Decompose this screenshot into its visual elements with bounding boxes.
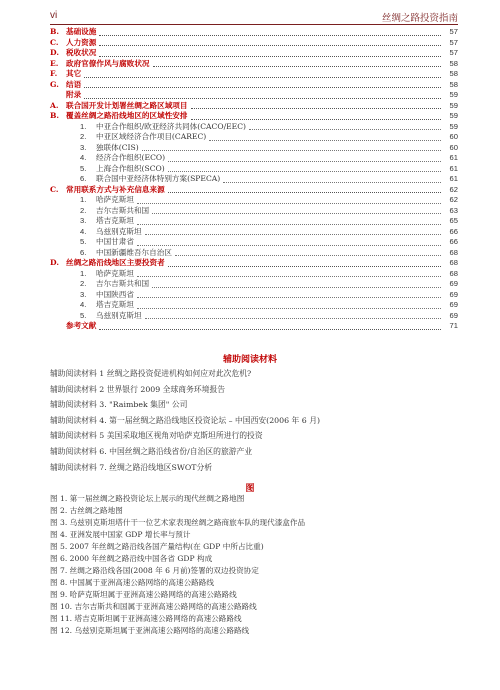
toc-leader bbox=[99, 45, 441, 46]
toc-page-number: 69 bbox=[449, 289, 458, 299]
toc-page-number: 58 bbox=[449, 79, 458, 89]
toc-label: 中国新疆维吾尔自治区 bbox=[96, 247, 172, 257]
toc-entry[interactable] bbox=[50, 132, 458, 143]
toc-entry[interactable] bbox=[50, 185, 458, 196]
toc-label: 哈萨克斯坦 bbox=[96, 268, 134, 278]
toc-label: 附录 bbox=[66, 90, 82, 99]
toc-label: 中亚合作组织/欧亚经济共同体(CACO/EEC) bbox=[96, 121, 246, 131]
toc-leader bbox=[137, 308, 441, 309]
toc-leader bbox=[168, 192, 441, 193]
toc-label: 参考文献 bbox=[66, 321, 97, 330]
toc-marker: D. bbox=[50, 48, 59, 57]
toc-page-number: 57 bbox=[449, 27, 458, 36]
toc-label: 上海合作组织(SCO) bbox=[96, 163, 165, 173]
toc-leader bbox=[84, 87, 441, 88]
toc-entry[interactable] bbox=[50, 279, 458, 290]
toc-page-number: 59 bbox=[449, 100, 458, 110]
toc-entry[interactable] bbox=[50, 206, 458, 217]
toc-page-number: 69 bbox=[449, 279, 458, 288]
figure-item[interactable]: 图 7. 丝绸之路沿线各国(2008 年 6 月前)签署的双边投资协定 bbox=[50, 566, 259, 575]
toc-entry[interactable] bbox=[50, 216, 458, 227]
toc-page-number: 61 bbox=[449, 163, 458, 173]
toc-page-number: 68 bbox=[449, 268, 458, 278]
toc-page-number: 66 bbox=[449, 226, 458, 236]
toc-leader bbox=[209, 140, 441, 141]
toc-page-number: 69 bbox=[449, 310, 458, 320]
toc-entry[interactable] bbox=[50, 269, 458, 280]
toc-marker: 1. bbox=[80, 195, 87, 204]
toc-leader bbox=[142, 150, 441, 151]
toc-label: 中国甘肃省 bbox=[96, 237, 134, 246]
toc-entry[interactable] bbox=[50, 290, 458, 301]
toc-label: 吉尔吉斯共和国 bbox=[96, 205, 150, 215]
toc-leader bbox=[175, 255, 441, 256]
figure-item[interactable]: 图 12. 乌兹别克斯坦属于亚洲高速公路网络的高速公路路线 bbox=[50, 626, 250, 635]
toc-marker: 3. bbox=[80, 289, 87, 299]
toc-entry[interactable] bbox=[50, 48, 458, 59]
toc-leader bbox=[137, 203, 441, 204]
toc-label: 中国陕西省 bbox=[96, 289, 134, 299]
toc-page-number: 62 bbox=[449, 184, 458, 194]
toc-label: 哈萨克斯坦 bbox=[96, 195, 134, 204]
supplementary-item[interactable]: 辅助阅读材料 1 丝绸之路投资促进机构如何应对此次危机? bbox=[50, 369, 252, 378]
toc-marker: G. bbox=[50, 79, 59, 89]
figure-item[interactable]: 图 4. 亚洲发展中国家 GDP 增长率与预计 bbox=[50, 530, 191, 539]
toc-label: 联合国中亚经济体特别方案(SPECA) bbox=[96, 174, 221, 183]
figure-item[interactable]: 图 3. 乌兹别克斯坦塔什干一位艺术家表现丝绸之路商旅车队的现代漆盒作品 bbox=[50, 518, 306, 527]
figure-item[interactable]: 图 8. 中国属于亚洲高速公路网络的高速公路路线 bbox=[50, 578, 214, 587]
toc-entry[interactable] bbox=[50, 321, 458, 332]
toc-label: 税收状况 bbox=[66, 48, 97, 57]
toc-marker: E. bbox=[50, 58, 59, 68]
toc-leader bbox=[99, 56, 441, 57]
toc-entry[interactable] bbox=[50, 38, 458, 49]
toc-marker: 4. bbox=[80, 226, 87, 236]
toc-label: 经济合作组织(ECO) bbox=[96, 153, 166, 162]
toc-marker: 6. bbox=[80, 247, 87, 257]
toc-page-number: 60 bbox=[449, 142, 458, 152]
toc-label: 其它 bbox=[66, 69, 82, 78]
toc-leader bbox=[145, 318, 441, 319]
figure-item[interactable]: 图 5. 2007 年丝绸之路沿线各国产量结构(在 GDP 中所占比重) bbox=[50, 542, 264, 551]
toc-page-number: 57 bbox=[449, 37, 458, 47]
toc-leader bbox=[145, 234, 441, 235]
toc-leader bbox=[152, 213, 441, 214]
toc-leader bbox=[168, 266, 441, 267]
toc-entry[interactable] bbox=[50, 311, 458, 322]
toc-label: 基础设施 bbox=[66, 27, 97, 36]
toc-page-number: 59 bbox=[449, 121, 458, 131]
toc-leader bbox=[84, 98, 441, 99]
supplementary-item[interactable]: 辅助阅读材料 5 美国采取地区视角对哈萨克斯坦所进行的投资 bbox=[50, 431, 263, 441]
toc-marker: F. bbox=[50, 69, 58, 78]
toc-label: 中亚区域经济合作项目(CAREC) bbox=[96, 132, 207, 141]
toc-marker: 5. bbox=[80, 237, 87, 246]
toc-leader bbox=[191, 119, 442, 120]
toc-page-number: 61 bbox=[449, 174, 458, 183]
toc-leader bbox=[137, 276, 441, 277]
toc-marker: D. bbox=[50, 258, 59, 267]
toc-label: 独联体(CIS) bbox=[96, 142, 139, 152]
page-header bbox=[50, 8, 458, 24]
toc-marker: 6. bbox=[80, 174, 87, 183]
toc-entry[interactable] bbox=[50, 111, 458, 122]
figure-item[interactable]: 图 10. 吉尔吉斯共和国属于亚洲高速公路网络的高速公路路线 bbox=[50, 602, 257, 611]
toc-label: 塔吉克斯坦 bbox=[96, 300, 134, 309]
toc-page-number: 62 bbox=[449, 195, 458, 204]
toc-entry[interactable] bbox=[50, 101, 458, 112]
toc-label: 乌兹别克斯坦 bbox=[96, 226, 142, 236]
toc-leader bbox=[84, 77, 441, 78]
toc-leader bbox=[137, 224, 441, 225]
figure-item[interactable]: 图 1. 第一届丝绸之路投资论坛上展示的现代丝绸之路地图 bbox=[50, 494, 245, 503]
supplementary-item[interactable]: 辅助阅读材料 2 世界银行 2009 全球商务环境报告 bbox=[50, 384, 226, 394]
toc-marker: B. bbox=[50, 27, 60, 36]
toc-leader bbox=[191, 108, 442, 109]
toc-marker: 2. bbox=[80, 132, 87, 141]
toc-marker: C. bbox=[50, 184, 59, 194]
toc-marker: B. bbox=[50, 111, 60, 120]
toc-entry[interactable] bbox=[50, 153, 458, 164]
toc-leader bbox=[99, 329, 441, 330]
toc-leader bbox=[223, 182, 441, 183]
header-rule bbox=[50, 24, 458, 25]
figure-item[interactable]: 图 11. 塔吉克斯坦属于亚洲高速公路网络的高速公路路线 bbox=[50, 614, 242, 623]
toc-entry[interactable] bbox=[50, 174, 458, 185]
toc-page-number: 65 bbox=[449, 216, 458, 225]
toc-page-number: 68 bbox=[449, 247, 458, 257]
toc-label: 人力资源 bbox=[66, 37, 97, 47]
toc-label: 结语 bbox=[66, 79, 82, 89]
toc-marker: C. bbox=[50, 37, 59, 47]
figures-title: 图 bbox=[245, 484, 255, 494]
toc-entry[interactable] bbox=[50, 69, 458, 80]
toc-entry[interactable] bbox=[50, 143, 458, 154]
toc-entry[interactable] bbox=[50, 258, 458, 269]
toc-leader bbox=[152, 287, 441, 288]
figures-list bbox=[50, 493, 458, 637]
toc-page-number: 69 bbox=[449, 300, 458, 309]
page-number: vi bbox=[50, 10, 58, 21]
toc-page-number: 68 bbox=[449, 258, 458, 267]
toc-page-number: 59 bbox=[449, 90, 458, 99]
figure-item[interactable]: 图 6. 2000 年丝绸之路沿线中国各省 GDP 构成 bbox=[50, 554, 213, 563]
toc-marker: 1. bbox=[80, 121, 87, 131]
supplementary-item[interactable]: 辅助阅读材料 4. 第一届丝绸之路沿线地区投资论坛 – 中国西安(2006 年 6 月) bbox=[50, 415, 321, 425]
toc-entry[interactable] bbox=[50, 122, 458, 133]
toc-page-number: 58 bbox=[449, 58, 458, 68]
table-of-contents bbox=[50, 27, 458, 332]
toc-leader bbox=[249, 129, 441, 130]
toc-entry[interactable] bbox=[50, 300, 458, 311]
toc-marker: A. bbox=[50, 100, 59, 110]
toc-page-number: 66 bbox=[449, 237, 458, 246]
toc-label: 吉尔吉斯共和国 bbox=[96, 279, 150, 288]
figure-item[interactable]: 图 2. 古丝绸之路地图 bbox=[50, 506, 123, 515]
toc-marker: 5. bbox=[80, 163, 87, 173]
toc-leader bbox=[99, 35, 441, 36]
running-title: 丝绸之路投资指南 bbox=[381, 13, 458, 24]
toc-entry[interactable] bbox=[50, 237, 458, 248]
toc-page-number: 59 bbox=[449, 111, 458, 120]
toc-page-number: 57 bbox=[449, 48, 458, 57]
supplementary-item[interactable]: 辅助阅读材料 7. 丝绸之路沿线地区SWOT分析 bbox=[50, 462, 213, 472]
toc-label: 政府官僚作风与腐败状况 bbox=[66, 58, 150, 68]
toc-marker: 4. bbox=[80, 153, 87, 162]
toc-entry[interactable] bbox=[50, 195, 458, 206]
toc-label: 常用联系方式与补充信息来源 bbox=[66, 184, 165, 194]
toc-label: 乌兹别克斯坦 bbox=[96, 310, 142, 320]
supplementary-item[interactable]: 辅助阅读材料 3. "Raimbek 集团" 公司 bbox=[50, 400, 188, 410]
toc-page-number: 60 bbox=[449, 132, 458, 141]
toc-marker: 3. bbox=[80, 142, 87, 152]
supplementary-item[interactable]: 辅助阅读材料 6. 中国丝绸之路沿线省份/自治区的旅游产业 bbox=[50, 446, 253, 456]
toc-marker: 1. bbox=[80, 268, 87, 278]
toc-page-number: 58 bbox=[449, 69, 458, 78]
figure-item[interactable]: 图 9. 哈萨克斯坦属于亚洲高速公路网络的高速公路路线 bbox=[50, 590, 237, 599]
toc-marker: 3. bbox=[80, 216, 87, 225]
toc-marker: 2. bbox=[80, 279, 87, 288]
toc-leader bbox=[168, 161, 441, 162]
toc-leader bbox=[153, 66, 441, 67]
toc-entry[interactable] bbox=[50, 227, 458, 238]
supplementary-title: 辅助阅读材料 bbox=[222, 355, 277, 365]
supplementary-list bbox=[50, 366, 458, 475]
toc-entry[interactable] bbox=[50, 90, 458, 101]
toc-leader bbox=[168, 171, 441, 172]
toc-label: 联合国开发计划署丝绸之路区域项目 bbox=[66, 100, 188, 110]
toc-leader bbox=[137, 245, 441, 246]
toc-entry[interactable] bbox=[50, 59, 458, 70]
toc-leader bbox=[137, 297, 441, 298]
toc-entry[interactable] bbox=[50, 80, 458, 91]
toc-marker: 5. bbox=[80, 310, 87, 320]
toc-entry[interactable] bbox=[50, 164, 458, 175]
toc-marker: 4. bbox=[80, 300, 87, 309]
toc-entry[interactable] bbox=[50, 248, 458, 259]
toc-label: 覆盖丝绸之路沿线地区的区域性安排 bbox=[66, 111, 188, 120]
toc-entry[interactable] bbox=[50, 27, 458, 38]
toc-page-number: 71 bbox=[449, 321, 458, 330]
toc-label: 丝绸之路沿线地区主要投资者 bbox=[66, 258, 165, 267]
toc-label: 塔吉克斯坦 bbox=[96, 216, 134, 225]
toc-marker: 2. bbox=[80, 205, 87, 215]
toc-page-number: 61 bbox=[449, 153, 458, 162]
toc-page-number: 63 bbox=[449, 205, 458, 215]
